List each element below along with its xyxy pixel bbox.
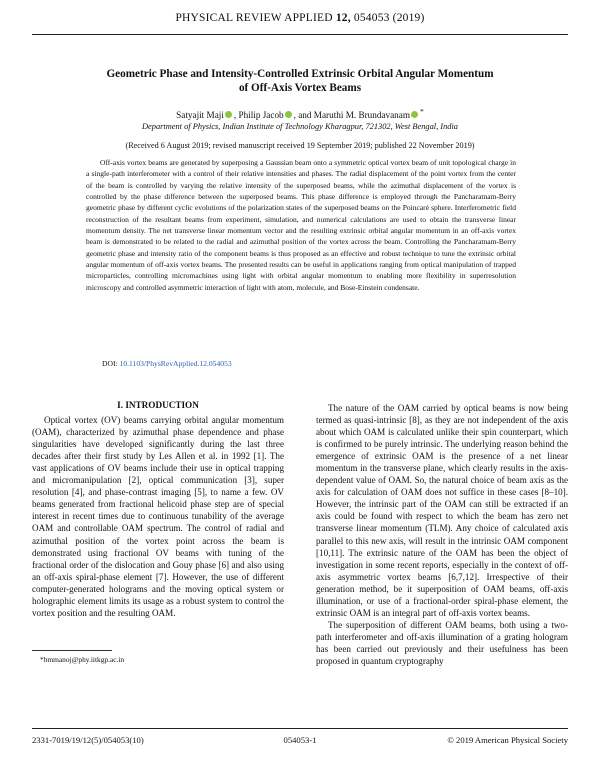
- author-name: Maruthi M. Brundavanam: [313, 110, 410, 121]
- abstract: [86, 157, 516, 293]
- doi-link[interactable]: 10.1103/PhysRevApplied.12.054053: [119, 359, 232, 368]
- doi-label: DOI:: [102, 359, 118, 368]
- abstract-text: Off-axis vortex beams are generated by superposing a Gaussian beam onto a symmetric optical vortex beam of unit topological charge in a single-path interferometer with a control of their relative intensities and phases. The radial displacement of the point vortex from the center of the beam is controlled by varying the relative intensity of the superposed beams, while the azimuthal displacement of the vortex is controlled by the phase difference between the superposed beams. This phase difference is employed through the Pancharatnam-Berry geometric phase by different cyclic evolutions of the polarization states of the superposed beams on the Poincaré sphere. Interferometric field reconstruction of the resultant beams from experiment, simulation, and numerical calculations are used to obtain the transverse linear momentum density. The net transverse linear momentum vector and the resulting extrinsic orbital angular momentum in an off-axis vortex beam is demonstrated to be related to the radial and azimuthal position of the vortex across the beam. Controlling the Pancharatnam-Berry geometric phase and intensity ratio of the component beams is thus proposed as an effective and robust technique to tune the extrinsic orbital angular momentum of off-axis vortex beams. The presented results can be useful in applications ranging from optical manipulation of trapped microparticles, controlling micromachines using light with orbital angular momentum to enabling more flexibility in superresolution microscopy and controlled asymmetric interaction of light with atom, molecule, and Bose-Einstein condensate.: [86, 158, 516, 292]
- journal-volume: 12,: [335, 12, 351, 24]
- title-line-1: Geometric Phase and Intensity-Controlled Extrinsic Orbital Angular Momentum: [106, 68, 494, 80]
- footnote-email[interactable]: *bmmanoj@phy.iitkgp.ac.in: [40, 655, 125, 664]
- header-rule: [32, 34, 568, 35]
- journal-name: PHYSICAL REVIEW APPLIED: [175, 12, 333, 24]
- body-paragraph: The superposition of different OAM beams, both using a two-path interferometer and off-axis illumination of a grating hologram has been carried out previously and their usefulness has been proposed in quantum cryptography: [316, 619, 568, 666]
- journal-header: [0, 12, 600, 24]
- corresponding-mark: *: [420, 107, 424, 116]
- orcid-icon[interactable]: [225, 111, 232, 118]
- received-dates: (Received 6 August 2019; revised manuscript received 19 September 2019; published 22 November 2019): [125, 141, 475, 150]
- paper-title: [40, 67, 560, 95]
- footnote-rule: [32, 650, 112, 651]
- author-separator: , and: [293, 110, 314, 121]
- author-name: Philip Jacob: [238, 110, 284, 121]
- journal-article-id: 054053 (2019): [353, 12, 425, 24]
- footer-rule: [32, 728, 568, 729]
- orcid-icon[interactable]: [411, 111, 418, 118]
- footer-copyright: © 2019 American Physical Society: [447, 735, 568, 745]
- left-column: [32, 402, 284, 619]
- orcid-icon[interactable]: [285, 111, 292, 118]
- footer-page: 054053-1: [283, 735, 317, 745]
- section-heading: I. INTRODUCTION: [117, 400, 199, 410]
- author-separator: ,: [233, 110, 239, 121]
- doi-line: [102, 359, 232, 368]
- intro-paragraph: Optical vortex (OV) beams carrying orbital angular momentum (OAM), characterized by azimuthal phase dependence and phase singularities have developed significantly during the last three decades after their first study by Les Allen et al. in 1992 [1]. The vast applications of OV beams include their use in optical trapping and micromanipulation [2], optical communication [3], super resolution [4], and phase-contrast imaging [5], to name a few. OV beams generated from fractional helicoid phase step are of special interest in recent times due to continuous tunability of the average OAM and controllable OAM spectrum. The control of radial and azimuthal position of the vortex point across the beam is demonstrated using fractional OV beams with tuning of the fractional order of the dislocation and Gouy phase [6] and also using an off-axis spiral-phase element [7]. However, the use of different computer-generated holograms and the moving optical system or holographic element limits its usage as a robust system to control the vortex position and the resulting OAM.: [32, 415, 284, 618]
- right-column: [316, 402, 568, 667]
- author-name: Satyajit Maji: [176, 110, 224, 121]
- body-paragraph: The nature of the OAM carried by optical beams is now being termed as quasi-intrinsic [8], as they are not independent of the axis about which OAM is calculated unlike their spin counterpart, which is confirmed to be purely intrinsic. The underlying reason behind the emergence of extrinsic OAM is the presence of a net linear momentum in the transverse plane, which clearly results in the axis-dependent value of OAM. So, the natural choice of beam axis as the axis for calculation of OAM does not suffice in these cases [8–10]. However, the intrinsic part of the OAM can still be extracted if an axis could be found with respect to which the beam has zero net transverse linear momentum (TLM). Any choice of calculated axis parallel to this new axis, will result in the intrinsic OAM component [10,11]. The extrinsic nature of the OAM has been the object of investigation in some recent reports, especially in the context of off-axis asymmetric vortex beams [6,7,12]. Irrespective of their generation method, be it superposition of OAM beams, off-axis illumination, or use of a fractional-order spiral-phase element, the extrinsic OAM is an integral part of off-axis vortex beams.: [316, 403, 568, 618]
- title-line-2: of Off-Axis Vortex Beams: [238, 82, 362, 94]
- affiliation: Department of Physics, Indian Institute of Technology Kharagpur, 721302, West Bengal, India: [142, 122, 458, 131]
- footer-issn: 2331-7019/19/12(5)/054053(10): [32, 735, 144, 745]
- author-list: [40, 107, 560, 120]
